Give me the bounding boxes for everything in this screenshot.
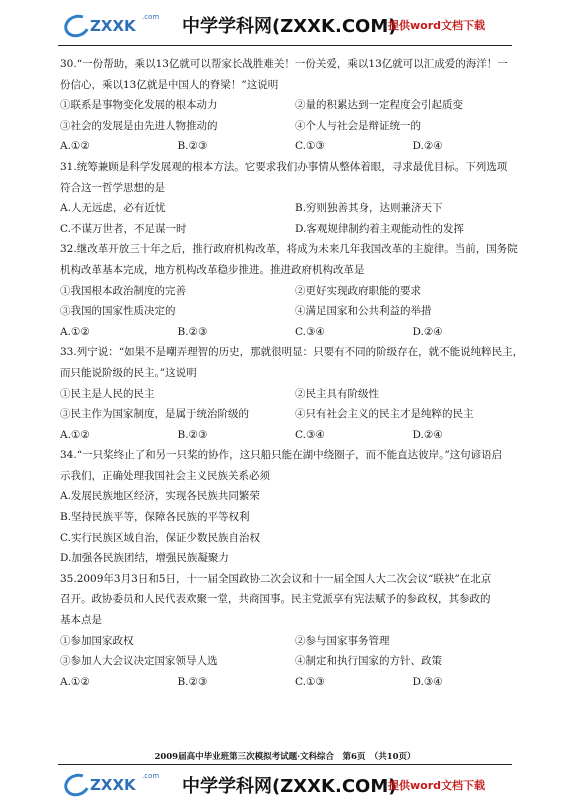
- question-stem-line: 30.“一份帮助，乘以13亿就可以帮家长战胜难关！一份关爱，乘以13亿就可以汇成爱的海洋！一: [60, 58, 508, 70]
- footer-download-link[interactable]: 提供word文档下载: [388, 779, 486, 792]
- question-stem-line: 示我们，正确处理我国社会主义民族关系必须: [60, 469, 270, 482]
- statement: ④制定和执行国家的方针、政策: [295, 655, 442, 668]
- statement: ②民主具有阶级性: [295, 387, 379, 400]
- logo-subtext: .com: [142, 13, 160, 21]
- statement: ④只有社会主义的民主才是纯粹的民主: [295, 408, 474, 421]
- answer-option: A.发展民族地区经济，实现各民族共同繁荣: [60, 490, 260, 503]
- logo-swirl-icon: [61, 770, 93, 800]
- logo-text: ZXXK: [90, 17, 136, 35]
- answer-option: C.③④: [295, 428, 325, 441]
- question-30: [60, 54, 530, 157]
- answer-option: C.不谋万世者，不足谋一时: [60, 222, 187, 235]
- statement: ②更好实现政府职能的要求: [295, 284, 421, 297]
- statement: ③民主作为国家制度，是属于统治阶级的: [60, 408, 249, 421]
- statement: ①我国根本政治制度的完善: [60, 284, 186, 297]
- exam-footer-line: 2009届高中毕业班第三次模拟考试题·文科综合 第6页 （共10页）: [154, 752, 416, 762]
- answer-option: C.①③: [295, 140, 325, 153]
- logo-swirl-icon: [61, 11, 93, 41]
- statement: ①民主是人民的民主: [60, 387, 155, 400]
- site-title[interactable]: 中学学科网(ZXXK.COM): [182, 16, 397, 37]
- answer-option: B.②③: [177, 325, 208, 338]
- question-stem-line: 33.列宁说：“如果不是嘲弄理智的历史，那就很明显：只要有不同的阶级存在，就不能说纯粹民主，: [60, 346, 524, 359]
- answer-option: B.②③: [177, 428, 208, 441]
- question-stem-line: 而只能说阶级的民主。”这说明: [60, 366, 197, 379]
- answer-option: B.坚持民族平等，保障各民族的平等权利: [60, 511, 250, 524]
- question-stem-line: 34.“一只桨终止了和另一只桨的协作，这只船只能在湖中绕圈子，而不能直达彼岸。”这句谚语启: [60, 449, 503, 462]
- answer-option: D.②④: [412, 325, 443, 338]
- answer-option: D.②④: [412, 140, 443, 153]
- statement: ③社会的发展是由先进人物推动的: [60, 119, 218, 132]
- question-33: [60, 342, 530, 445]
- footer-site-title[interactable]: 中学学科网(ZXXK.COM): [182, 776, 397, 797]
- exam-content: [60, 54, 530, 692]
- answer-option: C.③④: [295, 325, 325, 338]
- answer-option: B.穷则独善其身，达则兼济天下: [295, 202, 443, 215]
- download-link[interactable]: 提供word文档下载: [388, 19, 486, 32]
- answer-option: A.①②: [60, 140, 90, 153]
- statement: ①参加国家政权: [60, 634, 134, 647]
- question-stem-line: 召开。政协委员和人民代表欢聚一堂，共商国事。民主党派享有宪法赋予的参政权，其参政的: [60, 593, 491, 606]
- statement: ③参加人大会议决定国家领导人选: [60, 655, 218, 668]
- statement: ③我国的国家性质决定的: [60, 305, 176, 318]
- question-34: [60, 445, 530, 569]
- question-stem-line: 31.统筹兼顾是科学发展观的根本方法。它要求我们办事情从整体着眼，寻求最优目标。下列选项: [60, 160, 508, 173]
- answer-option: A.人无远虑，必有近忧: [60, 202, 166, 215]
- question-32: [60, 239, 530, 342]
- answer-option: D.客观规律制约着主观能动性的发挥: [295, 222, 464, 235]
- question-stem-line: 基本点是: [60, 614, 102, 627]
- question-stem-line: 32.继改革开放三十年之后，推行政府机构改革，将成为未来几年我国改革的主旋律。当前，国务院: [60, 243, 518, 256]
- question-31: [60, 157, 530, 239]
- question-stem-line: 机构改革基本完成，地方机构改革稳步推进。推进政府机构改革是: [60, 263, 365, 276]
- statement: ②量的积累达到一定程度会引起质变: [295, 99, 463, 112]
- page-footer: [0, 758, 570, 800]
- header-divider: [58, 45, 512, 46]
- answer-option: B.②③: [177, 140, 208, 153]
- answer-option: D.加强各民族团结，增强民族凝聚力: [60, 552, 229, 565]
- answer-option: D.③④: [412, 675, 443, 688]
- statement: ①联系是事物变化发展的根本动力: [60, 99, 218, 112]
- answer-option: A.①②: [60, 325, 90, 338]
- answer-option: C.①③: [295, 675, 325, 688]
- answer-option: A.①②: [60, 428, 90, 441]
- footer-site-logo[interactable]: [60, 768, 180, 800]
- question-35: [60, 569, 530, 693]
- question-stem-line: 份信心，乘以13亿就是中国人的脊梁！”这说明: [60, 78, 279, 91]
- question-stem-line: 符合这一哲学思想的是: [60, 181, 165, 194]
- logo-subtext: .com: [142, 772, 160, 780]
- answer-option: A.①②: [60, 675, 90, 688]
- statement: ④满足国家和公共利益的举措: [295, 305, 432, 318]
- answer-option: D.②④: [412, 428, 443, 441]
- statement: ④个人与社会是辩证统一的: [295, 119, 421, 132]
- answer-option: B.②③: [177, 675, 208, 688]
- site-logo[interactable]: [60, 9, 180, 41]
- page-header: [0, 0, 570, 44]
- statement: ②参与国家事务管理: [295, 634, 390, 647]
- logo-text: ZXXK: [90, 776, 136, 794]
- question-stem-line: 35.2009年3月3日和5日，十一届全国政协二次会议和十一届全国人大二次会议“联袂”在北京: [60, 572, 492, 585]
- answer-option: C.实行民族区域自治，保证少数民族自治权: [60, 531, 260, 544]
